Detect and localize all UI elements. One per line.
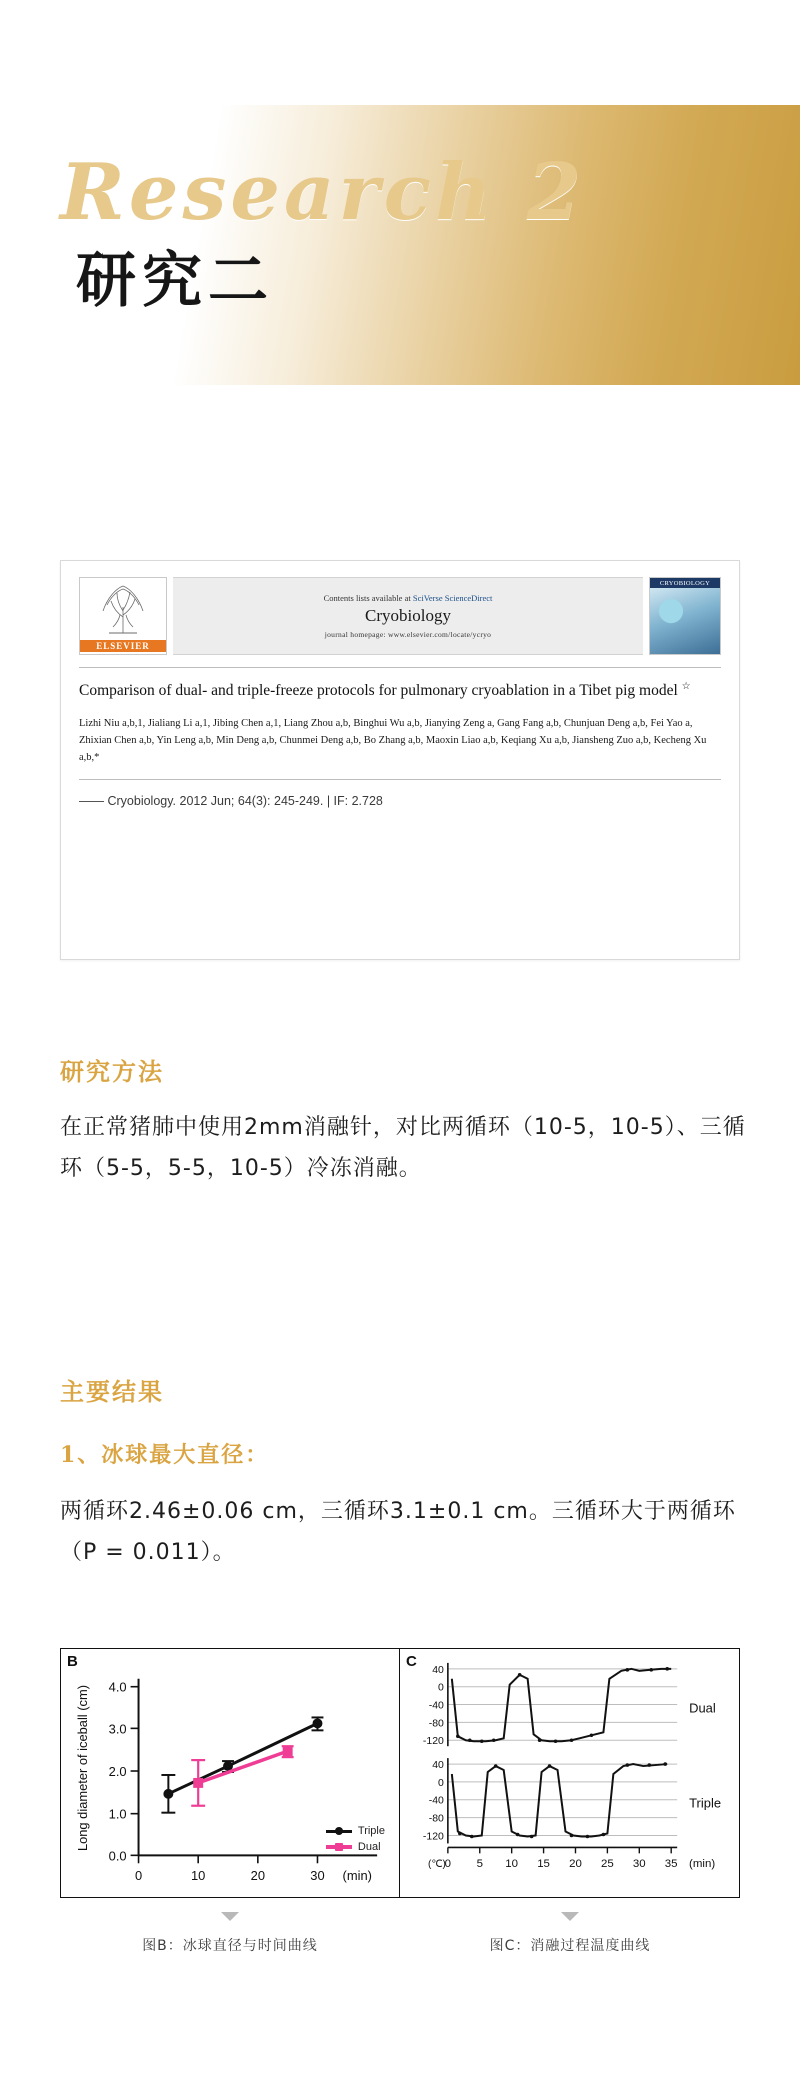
journal-homepage[interactable]: journal homepage: www.elsevier.com/locate/ycryo — [324, 630, 492, 639]
svg-text:5: 5 — [476, 1858, 483, 1871]
section-heading-results: 主要结果 — [60, 1377, 164, 1406]
svg-text:0.0: 0.0 — [108, 1848, 127, 1864]
divider-bottom — [79, 779, 721, 780]
subsection-heading-iceball: 1、冰球最大直径： — [60, 1442, 270, 1468]
svg-text:40: 40 — [432, 1664, 444, 1676]
svg-text:20: 20 — [569, 1858, 582, 1871]
svg-text:-120: -120 — [422, 1736, 444, 1748]
legend-label-dual: Dual — [357, 1841, 381, 1853]
journal-banner — [173, 577, 643, 655]
title-footnote-marker: ☆ — [681, 681, 691, 692]
legend-swatch-triple — [326, 1830, 352, 1833]
section-text-method: 在正常猪肺中使用2mm消融针，对比两循环（10-5，10-5）、三循环（5-5，5-5，10-5）冷冻消融。 — [60, 1115, 746, 1181]
svg-text:(min): (min) — [342, 1868, 372, 1884]
contents-line — [324, 593, 493, 603]
caption-c-wrap — [400, 1912, 740, 1955]
banner-chinese-title: 研究二 — [76, 246, 274, 316]
contents-prefix: Contents lists available at — [323, 593, 413, 603]
paper-title-text: Comparison of dual- and triple-freeze protocols for pulmonary cryoablation in a Tibet pig model — [79, 682, 678, 700]
paper-authors: Lizhi Niu a,b,1, Jialiang Li a,1, Jibing Chen a,1, Liang Zhou a,b, Binghui Wu a,b, Jianying Zeng a, Gang Fang a,b, Chunjuan Deng a,b, Fei Yao a, Zhixian Chen a,b, Yin Leng a,b, Min Deng a,b, Chunmei Deng a,b, Bo Zhang a,b, Maoxin Liao a,b, Keqiang Xu a,b, Jiansheng Zuo a,b, Kecheng Xu a,b,* — [79, 717, 707, 764]
caret-up-icon-b — [221, 1912, 239, 1921]
svg-text:0: 0 — [134, 1868, 143, 1884]
panel-c-label-triple: Triple — [689, 1795, 722, 1811]
svg-text:-120: -120 — [422, 1831, 444, 1843]
panel-c-plot — [400, 1649, 739, 1897]
elsevier-wordmark: ELSEVIER — [80, 640, 166, 652]
svg-text:Long diameter of iceball (cm): Long diameter of iceball (cm) — [74, 1685, 90, 1852]
svg-text:30: 30 — [632, 1858, 646, 1871]
svg-text:35: 35 — [664, 1858, 678, 1871]
paper-citation: —— Cryobiology. 2012 Jun; 64(3): 245-249. | IF: 2.728 — [79, 793, 383, 808]
header-banner — [0, 105, 800, 385]
svg-text:30: 30 — [310, 1868, 325, 1884]
svg-text:(min): (min) — [689, 1858, 716, 1871]
paper-card — [60, 560, 740, 960]
svg-text:-80: -80 — [428, 1718, 444, 1730]
svg-text:10: 10 — [505, 1858, 519, 1871]
svg-text:20: 20 — [250, 1868, 266, 1884]
svg-text:15: 15 — [537, 1858, 550, 1871]
svg-text:0: 0 — [438, 1682, 444, 1694]
svg-text:10: 10 — [191, 1868, 206, 1884]
sciencedirect-link[interactable]: SciVerse ScienceDirect — [412, 593, 493, 603]
journal-header — [79, 577, 721, 655]
figure-panel-c — [400, 1649, 739, 1897]
caption-c: 图C：消融过程温度曲线 — [489, 1938, 651, 1954]
svg-text:-80: -80 — [428, 1813, 444, 1825]
section-heading-method: 研究方法 — [60, 1057, 164, 1086]
svg-text:4.0: 4.0 — [108, 1679, 127, 1695]
panel-b-plot — [61, 1649, 399, 1897]
caption-b-wrap — [60, 1912, 400, 1955]
svg-text:-40: -40 — [428, 1700, 444, 1712]
journal-name: Cryobiology — [365, 606, 451, 625]
panel-b-letter: B — [67, 1653, 78, 1670]
legend-label-triple: Triple — [357, 1825, 385, 1837]
caption-b: 图B：冰球直径与时间曲线 — [142, 1938, 318, 1954]
svg-text:0: 0 — [438, 1777, 444, 1789]
svg-text:1.0: 1.0 — [108, 1806, 127, 1822]
figure-panel-b — [61, 1649, 400, 1897]
publisher-logo — [79, 577, 167, 655]
figure-captions — [60, 1912, 740, 1955]
svg-text:(℃): (℃) — [428, 1859, 446, 1871]
legend-item-dual — [326, 1841, 385, 1853]
caret-up-icon-c — [561, 1912, 579, 1921]
divider-top — [79, 667, 721, 668]
cover-title: CRYOBIOLOGY — [650, 578, 720, 588]
journal-cover — [649, 577, 721, 655]
svg-text:3.0: 3.0 — [108, 1721, 127, 1737]
legend-item-triple — [326, 1825, 385, 1837]
figure-image — [60, 1648, 740, 1898]
paper-title — [79, 680, 721, 703]
cover-image — [650, 588, 720, 654]
section-text-results: 两循环2.46±0.06 cm，三循环3.1±0.1 cm。三循环大于两循环（P = 0.011）。 — [60, 1499, 736, 1565]
svg-text:-40: -40 — [428, 1795, 444, 1807]
svg-text:2.0: 2.0 — [108, 1763, 127, 1779]
svg-text:25: 25 — [601, 1858, 614, 1871]
banner-script-title: Research 2 — [60, 147, 586, 238]
panel-c-label-dual: Dual — [689, 1700, 716, 1716]
elsevier-tree-icon — [80, 578, 166, 640]
svg-text:0: 0 — [444, 1858, 452, 1871]
panel-b-legend — [326, 1825, 385, 1857]
svg-text:40: 40 — [432, 1760, 444, 1772]
legend-swatch-dual — [326, 1845, 352, 1849]
panel-c-letter: C — [406, 1653, 417, 1670]
